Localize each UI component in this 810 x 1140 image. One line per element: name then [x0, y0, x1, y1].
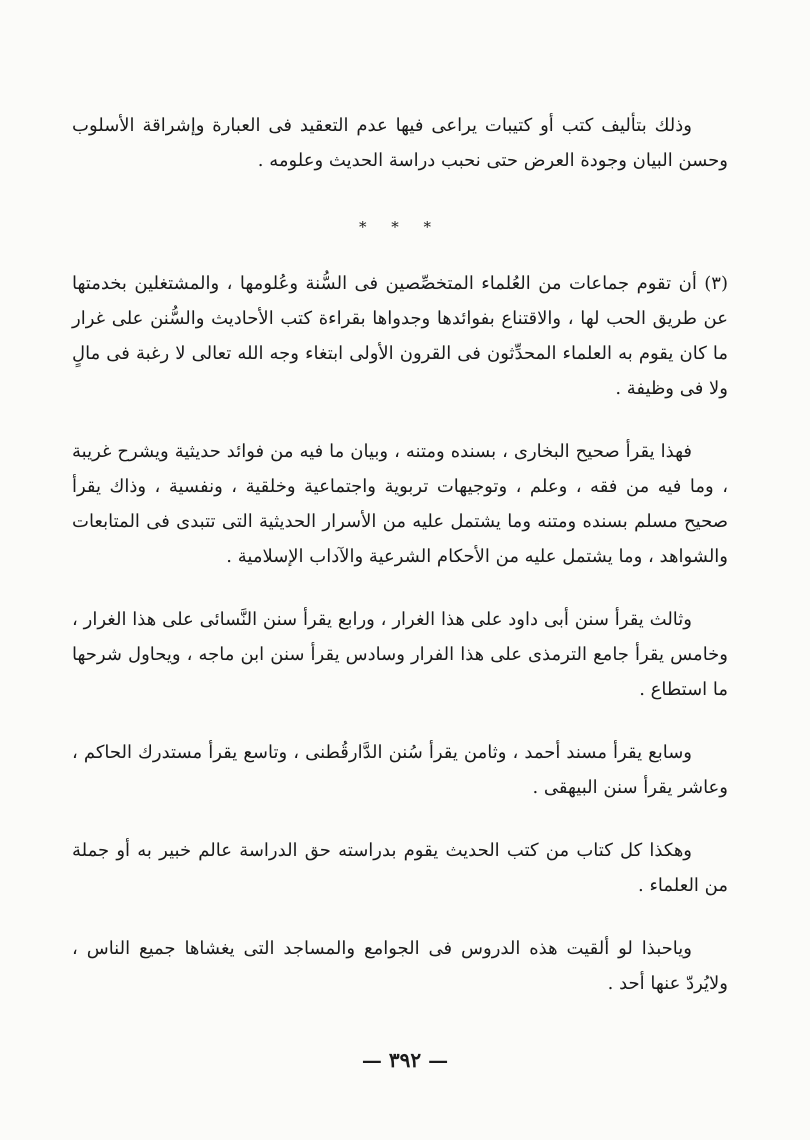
- section-separator: * * *: [358, 218, 442, 236]
- paragraph-lessons: وياحبذا لو ألقيت هذه الدروس فى الجوامع والمساجد التى يغشاها جميع الناس ، ولايُردّ عنها أحد .: [72, 938, 728, 994]
- paragraph-bukhari-muslim: فهذا يقرأ صحيح البخارى ، بسنده ومتنه ، وبيان ما فيه من فوائد حديثية ويشرح غريبة ، وما فيه من فقه ، وعلم ، وتوجيهات تربوية واجتماعية وخلقية ، ونفسية ، وذاك يقرأ صحيح مسلم بسنده ومتنه وما يشتمل عليه من الأسرار الحديثية التى تتبدى فى المتابعات والشواهد ، وما يشتمل عليه من الأحكام الشرعية والآداب الإسلامية .: [72, 441, 728, 567]
- page-number: — ٣٩٢ —: [361, 1048, 449, 1072]
- page-body: [72, 108, 728, 1029]
- paragraph-sunan: وثالث يقرأ سنن أبى داود على هذا الغرار ، ورابع يقرأ سنن النَّسائى على هذا الغرار ، وخامس يقرأ جامع الترمذى على هذا الفرار وسادس يقرأ سنن ابن ماجه ، ويحاول شرحها ما استطاع .: [72, 609, 728, 700]
- paragraph-point-3: (٣) أن تقوم جماعات من العُلماء المتخصِّصين فى السُّنة وعُلومها ، والمشتغلين بخدمتها عن طريق الحب لها ، والاقتناع بفوائدها وجدواها بقراءة كتب الأحاديث والسُّنن على غرار ما كان يقوم به العلماء المحدِّثون فى القرون الأولى ابتغاء وجه الله تعالى لا رغبة فى مالٍ ولا فى وظيفة .: [72, 273, 728, 399]
- paragraph-every-book: وهكذا كل كتاب من كتب الحديث يقوم بدراسته حق الدراسة عالم خبير به أو جملة من العلماء .: [72, 840, 728, 896]
- paragraph-intro: وذلك بتأليف كتب أو كتيبات يراعى فيها عدم التعقيد فى العبارة وإشراقة الأسلوب وحسن البيان وجودة العرض حتى نحبب دراسة الحديث وعلومه .: [72, 115, 728, 171]
- paragraph-musnad: وسابع يقرأ مسند أحمد ، وثامن يقرأ سُنن الدَّارقُطنى ، وتاسع يقرأ مستدرك الحاكم ، وعاشر يقرأ سنن البيهقى .: [72, 742, 728, 798]
